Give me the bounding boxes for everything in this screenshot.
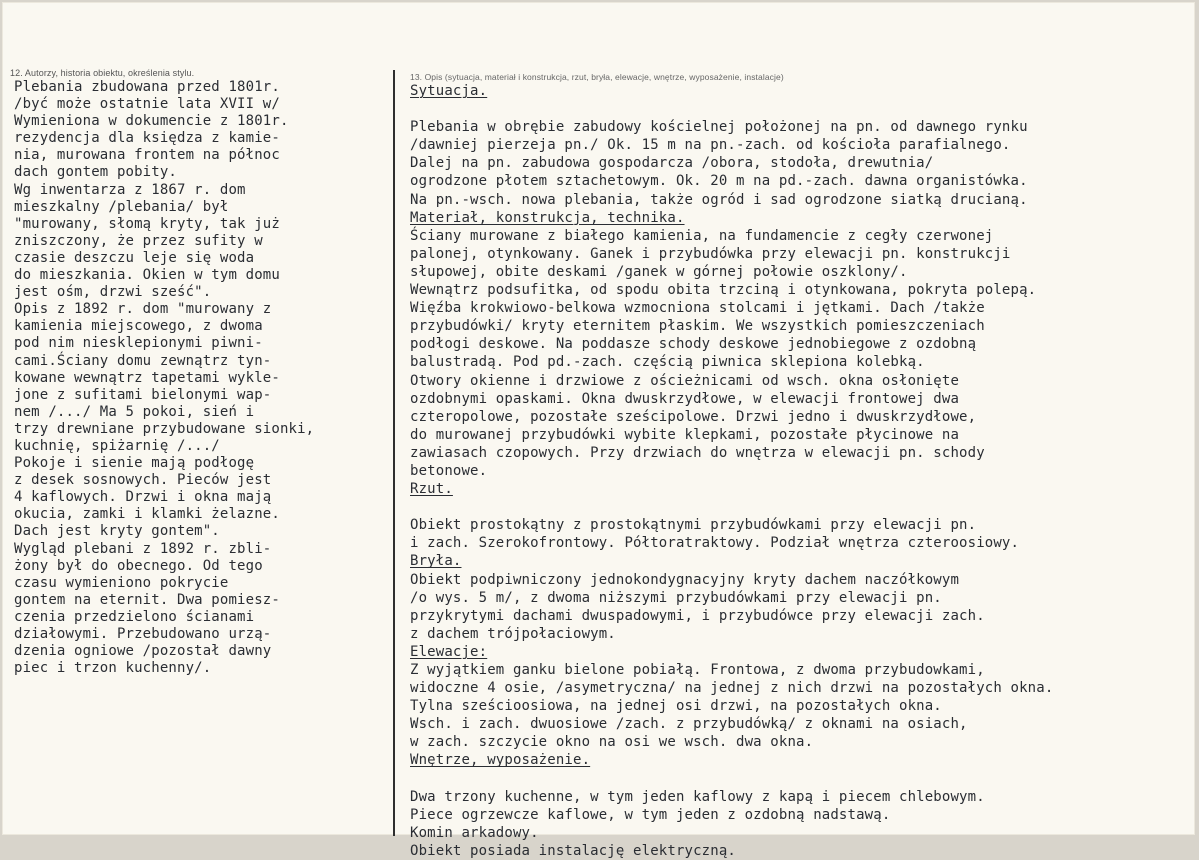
- description-line: palonej, otynkowany. Ganek i przybudówka przy elewacji pn. konstrukcji: [410, 245, 1011, 262]
- history-line: gontem na eternit. Dwa pomiesz-: [14, 591, 280, 608]
- description-line: z dachem trójpołaciowym.: [410, 625, 616, 642]
- history-line: działowymi. Przebudowano urzą-: [14, 626, 272, 642]
- description-line: Więźba krokwiowo-belkowa wzmocniona stolcami i jętkami. Dach /także: [410, 300, 985, 317]
- history-line: nem /.../ Ma 5 pokoi, sień i: [14, 403, 255, 420]
- document-card: [2, 2, 1195, 859]
- description-line: przykrytymi dachami dwuspadowymi, i przybudówce przy elewacji zach.: [410, 607, 985, 624]
- description-line: [410, 498, 1053, 516]
- description-line: Z wyjątkiem ganku bielone pobiałą. Frontowa, z dwoma przybudowkami,: [410, 662, 985, 678]
- history-line: żony był do obecnego. Od tego: [14, 557, 263, 574]
- description-line: czteropolowe, pozostałe sześcipolowe. Drzwi jedno i dwuskrzydłowe,: [410, 408, 977, 425]
- history-line: nia, murowana frontem na północ: [14, 147, 280, 164]
- history-line: dach gontem pobity.: [14, 164, 177, 181]
- description-line: przybudówki/ kryty eternitem płaskim. We wszystkich pomieszczeniach: [410, 318, 985, 335]
- description-line: i zach. Szerokofrontowy. Półtoratraktowy. Podział wnętrza czteroosiowy.: [410, 535, 1020, 552]
- history-line: kuchnię, spiżarnię /.../: [14, 437, 220, 454]
- description-line: Komin arkadowy.: [410, 824, 539, 841]
- description-line: betonowe.: [410, 462, 488, 479]
- description-line: Na pn.-wsch. nowa plebania, także ogród i sad ogrodzone siatką drucianą.: [410, 191, 1028, 208]
- history-line: z desek sosnowych. Pieców jest: [14, 472, 272, 489]
- description-line: Dalej na pn. zabudowa gospodarcza /obora, stodoła, drewutnia/: [410, 155, 934, 172]
- description-line: Dwa trzony kuchenne, w tym jeden kaflowy z kapą i piecem chlebowym.: [410, 788, 985, 805]
- column-divider: [393, 70, 395, 836]
- description-line: zawiasach czopowych. Przy drzwiach do wnętrza w elewacji pn. schody: [410, 444, 985, 461]
- history-line: trzy drewniane przybudowane sionki,: [14, 420, 315, 437]
- history-text-column: [14, 79, 314, 677]
- history-line: kowane wewnątrz tapetami wykle-: [14, 369, 280, 386]
- description-line: Obiekt prostokątny z prostokątnymi przybudówkami przy elewacji pn.: [410, 517, 977, 534]
- description-text-column: [410, 82, 1053, 860]
- history-line: Wg inwentarza z 1867 r. dom: [14, 181, 246, 198]
- history-line: kamienia miejscowego, z dwoma: [14, 318, 263, 335]
- history-line: dzenia ogniowe /pozostał dawny: [14, 643, 272, 660]
- history-line: okucia, zamki i klamki żelazne.: [14, 506, 280, 523]
- history-line: czenia przedzielono ścianami: [14, 608, 255, 625]
- description-line: Piece ogrzewcze kaflowe, w tym jeden z ozdobną nadstawą.: [410, 806, 891, 823]
- history-line: mieszkalny /plebania/ był: [14, 198, 229, 215]
- description-line: Otwory okienne i drzwiowe z ościeżnicami od wsch. okna osłonięte: [410, 372, 960, 389]
- history-line: czasie deszczu leje się woda: [14, 249, 255, 266]
- history-line: zniszczony, że przez sufity w: [14, 232, 263, 249]
- history-line: czasu wymieniono pokrycie: [14, 574, 229, 591]
- description-line: Wewnątrz podsufitka, od spodu obita trzciną i otynkowana, pokryta polepą.: [410, 282, 1037, 299]
- description-line: w zach. szczycie okno na osi we wsch. dwa okna.: [410, 734, 814, 751]
- section-heading: Wnętrze, wyposażenie.: [410, 752, 591, 769]
- section-heading: Bryła.: [410, 553, 462, 570]
- history-line: do mieszkania. Okien w tym domu: [14, 267, 280, 284]
- history-line: jone z sufitami bielonymi wap-: [14, 386, 272, 403]
- section-heading: Elewacje:: [410, 643, 488, 660]
- history-line: cami.Ściany domu zewnątrz tyn-: [14, 352, 272, 369]
- history-line: jest ośm, drzwi sześć".: [14, 284, 212, 301]
- description-line: Obiekt posiada instalację elektryczną.: [410, 842, 736, 859]
- history-line: piec i trzon kuchenny/.: [14, 660, 212, 677]
- description-line: Obiekt podpiwniczony jednokondygnacyjny kryty dachem naczółkowym: [410, 571, 960, 588]
- description-line: Ściany murowane z białego kamienia, na fundamencie z cegły czerwonej: [410, 227, 994, 244]
- description-line: [410, 770, 1053, 788]
- description-line: Plebania w obrębie zabudowy kościelnej położonej na pn. od dawnego rynku: [410, 119, 1028, 136]
- section-13-header: 13. Opis (sytuacja, materiał i konstrukcja, rzut, bryła, elewacje, wnętrze, wyposażenie, instalacje): [410, 72, 784, 82]
- section-heading: Sytuacja.: [410, 83, 488, 99]
- history-line: Opis z 1892 r. dom "murowany z: [14, 301, 272, 318]
- history-line: "murowany, słomą kryty, tak już: [14, 215, 280, 232]
- history-line: rezydencja dla księdza z kamie-: [14, 130, 280, 147]
- description-line: Wsch. i zach. dwuosiowe /zach. z przybudówką/ z oknami na osiach,: [410, 716, 968, 733]
- description-line: ozdobnymi opaskami. Okna dwuskrzydłowe, w elewacji frontowej dwa: [410, 390, 960, 407]
- description-line: ogrodzone płotem sztachetowym. Ok. 20 m na pd.-zach. dawna organistówka.: [410, 173, 1028, 190]
- history-line: Pokoje i sienie mają podłogę: [14, 455, 255, 472]
- history-line: 4 kaflowych. Drzwi i okna mają: [14, 489, 272, 506]
- history-line: pod nim niesklepionymi piwni-: [14, 335, 263, 352]
- description-line: [410, 100, 1053, 118]
- description-line: podłogi deskowe. Na poddasze schody deskowe jednobiegowe z ozdobną: [410, 336, 977, 353]
- description-line: /o wys. 5 m/, z dwoma niższymi przybudówkami przy elewacji pn.: [410, 589, 942, 606]
- description-line: słupowej, obite deskami /ganek w górnej połowie oszklony/.: [410, 263, 908, 280]
- section-heading: Rzut.: [410, 481, 453, 498]
- description-line: widoczne 4 osie, /asymetryczna/ na jednej z nich drzwi na pozostałych okna.: [410, 680, 1054, 697]
- description-line: balustradą. Pod pd.-zach. częścią piwnica sklepiona kolebką.: [410, 354, 925, 371]
- description-line: Tylna sześcioosiowa, na jednej osi drzwi, na pozostałych okna.: [410, 698, 942, 715]
- description-line: /dawniej pierzeja pn./ Ok. 15 m na pn.-zach. od kościoła parafialnego.: [410, 137, 1011, 154]
- history-line: /być może ostatnie lata XVII w/: [14, 96, 280, 113]
- description-line: do murowanej przybudówki wybite klepkami, pozostałe płycinowe na: [410, 426, 960, 443]
- section-heading: Materiał, konstrukcja, technika.: [410, 209, 685, 226]
- history-line: Wymieniona w dokumencie z 1801r.: [14, 113, 289, 130]
- history-line: Dach jest kryty gontem".: [14, 523, 220, 540]
- history-line: Wygląd plebani z 1892 r. zbli-: [14, 540, 272, 557]
- history-line: Plebania zbudowana przed 1801r.: [14, 79, 280, 95]
- section-12-header: 12. Autorzy, historia obiektu, określenia stylu.: [10, 68, 195, 78]
